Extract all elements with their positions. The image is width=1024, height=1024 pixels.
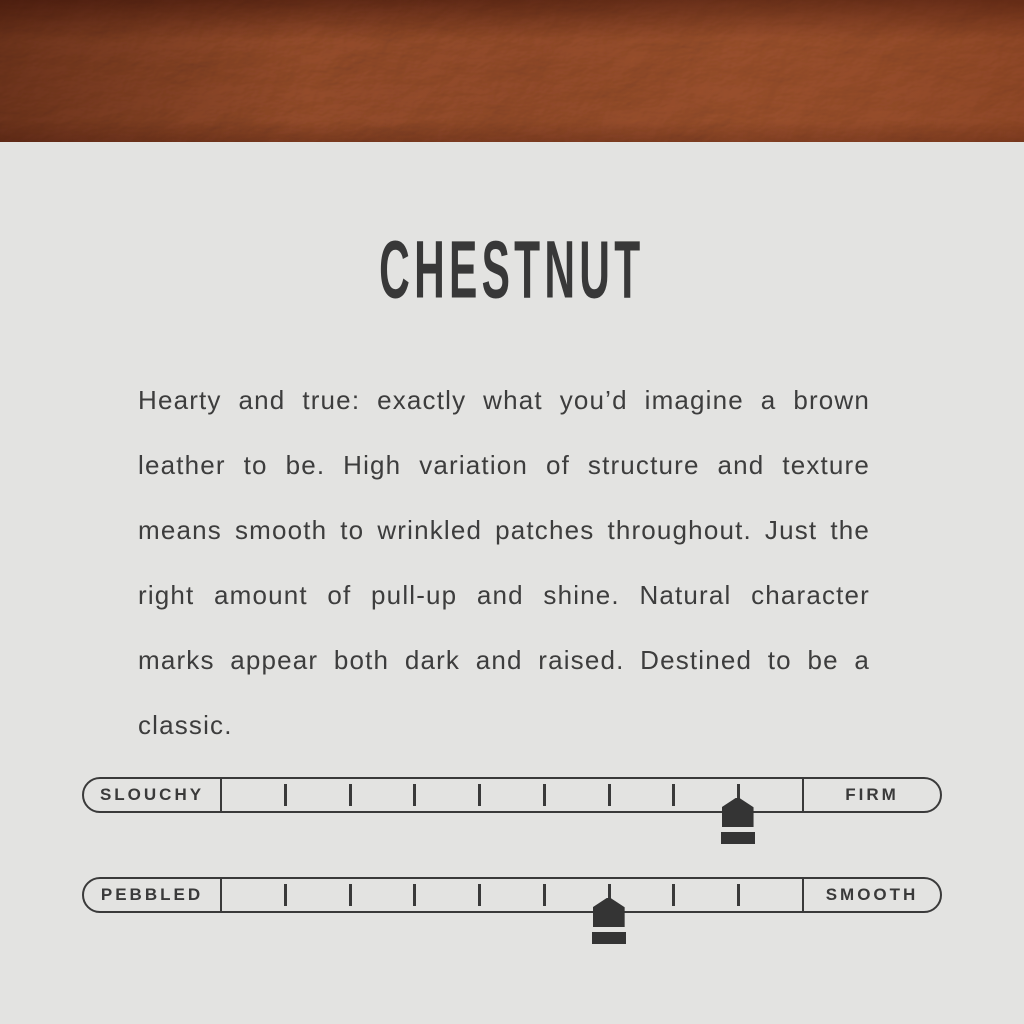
tick-mark <box>284 884 287 906</box>
scale-track[interactable] <box>82 777 942 813</box>
slider-marker-handle[interactable] <box>721 798 755 844</box>
tick-mark <box>737 884 740 906</box>
slider-marker-handle[interactable] <box>592 898 626 944</box>
tick-mark <box>672 884 675 906</box>
scale-ticks <box>220 879 804 911</box>
structure-scale <box>82 777 942 813</box>
tick-mark <box>284 784 287 806</box>
scale-left-section <box>84 779 220 811</box>
scale-left-label: PEBBLED <box>100 885 204 904</box>
scale-right-section <box>804 779 940 811</box>
tick-mark <box>608 784 611 806</box>
scale-right-label: SMOOTH <box>825 885 919 904</box>
leather-swatch-photo <box>0 0 1024 142</box>
tick-mark <box>349 784 352 806</box>
marker-pin-icon <box>593 898 625 927</box>
scale-ticks <box>220 779 804 811</box>
tick-mark <box>672 784 675 806</box>
scale-track[interactable] <box>82 877 942 913</box>
tick-mark <box>349 884 352 906</box>
color-description: Hearty and true: exactly what you’d imagine a brown leather to be. High variation of structure and texture means smooth to wrinkled patches throughout. Just the right amount of pull-up and shine. Natural character marks appear both dark and raised. Destined to be a classic. <box>138 385 870 740</box>
scale-right-section <box>804 879 940 911</box>
leather-texture-image <box>0 0 1024 142</box>
color-name: CHESTNUT <box>379 224 645 316</box>
tick-mark <box>478 884 481 906</box>
tick-mark <box>413 884 416 906</box>
marker-bar-icon <box>721 832 755 844</box>
marker-pin-icon <box>722 798 754 827</box>
tick-mark <box>543 784 546 806</box>
marker-bar-icon <box>592 932 626 944</box>
texture-scale <box>82 877 942 913</box>
tick-mark <box>543 884 546 906</box>
page-title <box>0 224 1024 316</box>
scale-right-label: FIRM <box>845 785 899 804</box>
tick-mark <box>478 784 481 806</box>
scale-left-label: SLOUCHY <box>99 785 205 804</box>
tick-mark <box>413 784 416 806</box>
scale-left-section <box>84 879 220 911</box>
